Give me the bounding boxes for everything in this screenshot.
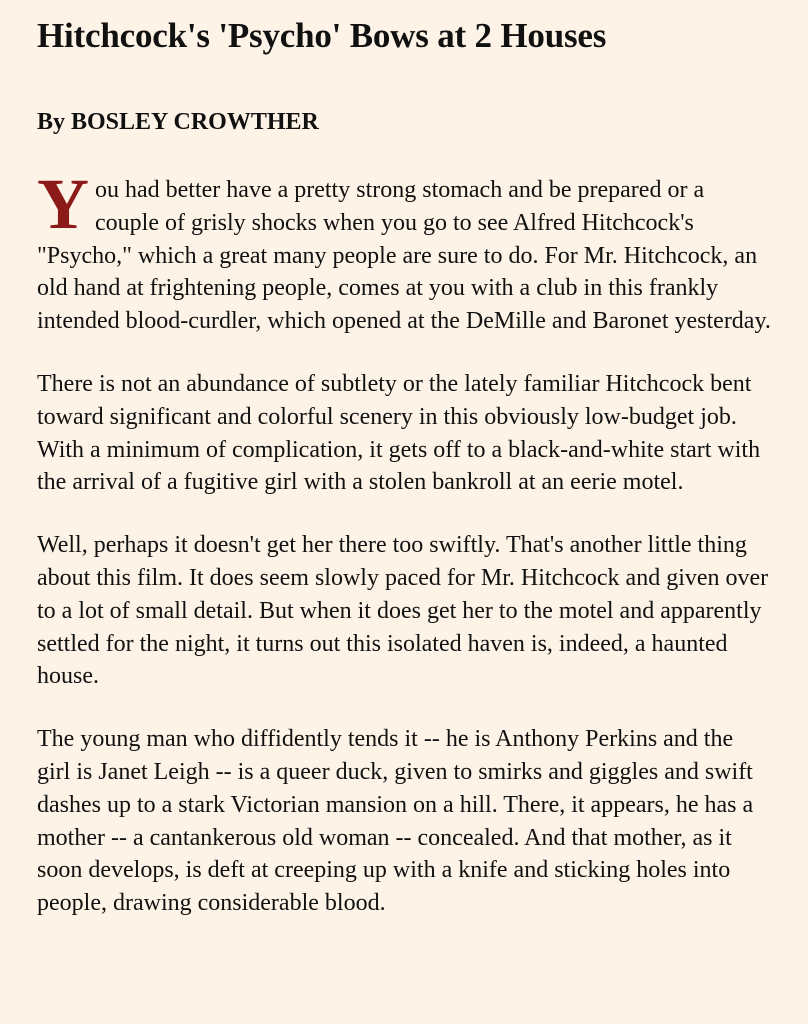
paragraph-1-text: ou had better have a pretty strong stomach and be prepared or a couple of grisly shocks when you go to see Alfred Hitchcock's "Psycho," which a great many people are sure to do. For Mr. Hitchcock, an old hand at frightening people, comes at you with a club in this frankly intended blood-curdler, which opened at the DeMille and Baronet yesterday. <box>37 177 771 335</box>
article-byline: By BOSLEY CROWTHER <box>37 109 319 135</box>
article-paragraph-1 <box>37 164 772 338</box>
article-paragraph-3: Well, perhaps it doesn't get her there too swiftly. That's another little thing about this film. It does seem slowly paced for Mr. Hitchcock and given over to a lot of small detail. But when it does get her to the motel and apparently settled for the night, it turns out this isolated haven is, indeed, a haunted house. <box>37 532 769 690</box>
drop-cap: Y <box>37 164 89 244</box>
article-headline: Hitchcock's 'Psycho' Bows at 2 Houses <box>37 16 607 55</box>
article-paragraph-4: The young man who diffidently tends it -- he is Anthony Perkins and the girl is Janet Leigh -- is a queer duck, given to smirks and giggles and swift dashes up to a stark Victorian mansion on a hill. There, it appears, he has a mother -- a cantankerous old woman -- concealed. And that mother, as it soon develops, is deft at creeping up with a knife and sticking holes into people, drawing considerable blood. <box>37 726 754 917</box>
article-paragraph-2: There is not an abundance of subtlety or the lately familiar Hitchcock bent toward significant and colorful scenery in this obviously low-budget job. With a minimum of complication, it gets off to a black-and-white start with the arrival of a fugitive girl with a stolen bankroll at an eerie motel. <box>37 370 761 496</box>
article-body <box>37 164 772 920</box>
